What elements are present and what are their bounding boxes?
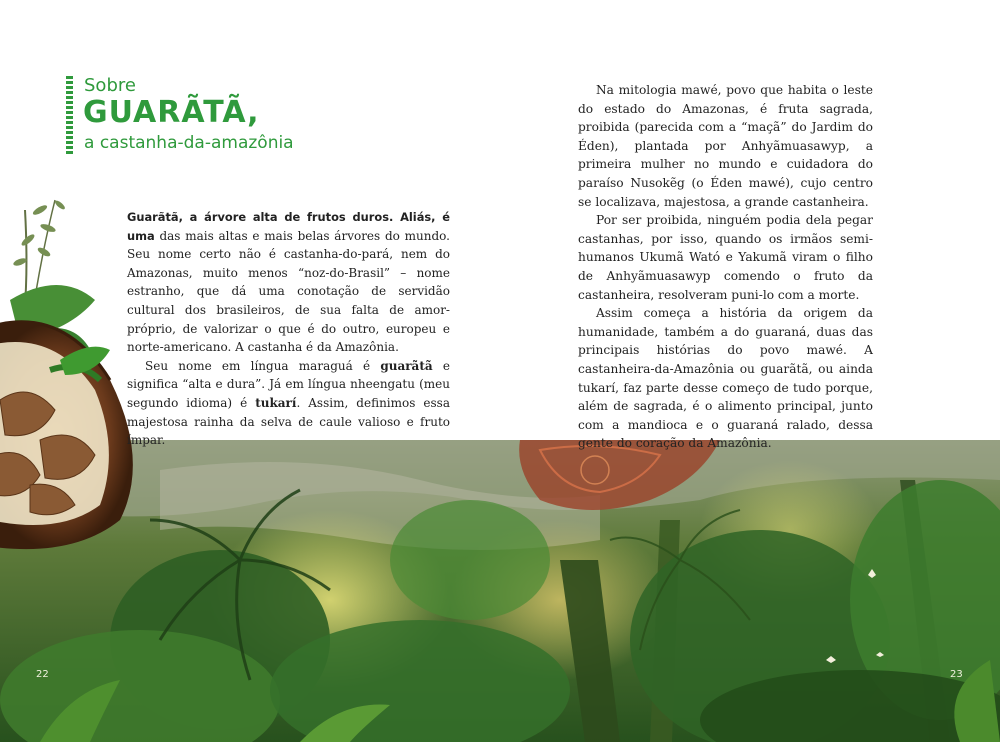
paragraph-text: das mais altas e mais belas árvores do mundo. Seu nome certo não é castanha-do-pará, nem do Amazonas, muito menos “noz-do-Brasil” – nome estranho, que dá uma conotação de servidão cultural dos brasileiros, de sua falta de amor-próprio, de valorizar o que é do outro, europeu e norte-americano. A castanha é da Amazônia. [127,228,450,355]
paragraph [127,208,450,357]
paragraph-text: Seu nome em língua maraguá é [145,358,371,373]
title-small: Sobre [84,75,136,96]
chapter-title [66,74,366,158]
emphasis-term: tukarí [255,395,297,410]
title-main: GUARÃTÃ, [83,95,260,130]
emphasis-term: guarãtã [380,358,433,373]
paragraph: Na mitologia mawé, povo que habita o leste do estado do Amazonas, é fruta sagrada, proibida (parecida com a “maçã” do Jardim do Éden), plantada por Anhyãmuasawyp, a primeira mulher no mundo e cuidadora do paraíso Nusokẽg (o Éden mawé), cujo centro se localizava, majestosa, a grande castanheira. [578,83,873,209]
paragraph: Assim começa a história da origem da humanidade, também a do guaraná, duas das principais histórias do povo mawé. A castanheira-da-Amazônia ou guarãtã, ou ainda tukarí, faz parte desse começo de tudo porque, além de sagrada, é o alimento principal, junto com a mandioca e o guaraná ralado, dessa gente do coração da Amazônia. [578,306,873,451]
page-number-left: 22 [36,669,49,680]
title-subtitle: a castanha-da-amazônia [84,133,294,153]
paragraph [127,357,450,450]
right-text-column [578,81,873,453]
left-text-column [127,208,450,450]
paragraph-text: . Assim, definimos essa majestosa rainha da selva de caule valioso e fruto ímpar. [127,395,450,448]
lead-in: Guarãtã, a árvore alta de frutos duros. Aliás, é uma [127,210,450,243]
paragraph-text: e significa “alta e dura”. Já em língua nheengatu (meu segundo idioma) é [127,358,450,410]
title-decorative-bar [66,76,73,154]
paragraph: Por ser proibida, ninguém podia dela pegar castanhas, por isso, quando os irmãos semi-humanos Ukumã Wató e Yakumã viram o filho de Anhyãmuasawyp comendo o fruto da castanheira, resolveram puni-lo com a morte. [578,213,873,302]
page-number-right: 23 [950,669,963,680]
